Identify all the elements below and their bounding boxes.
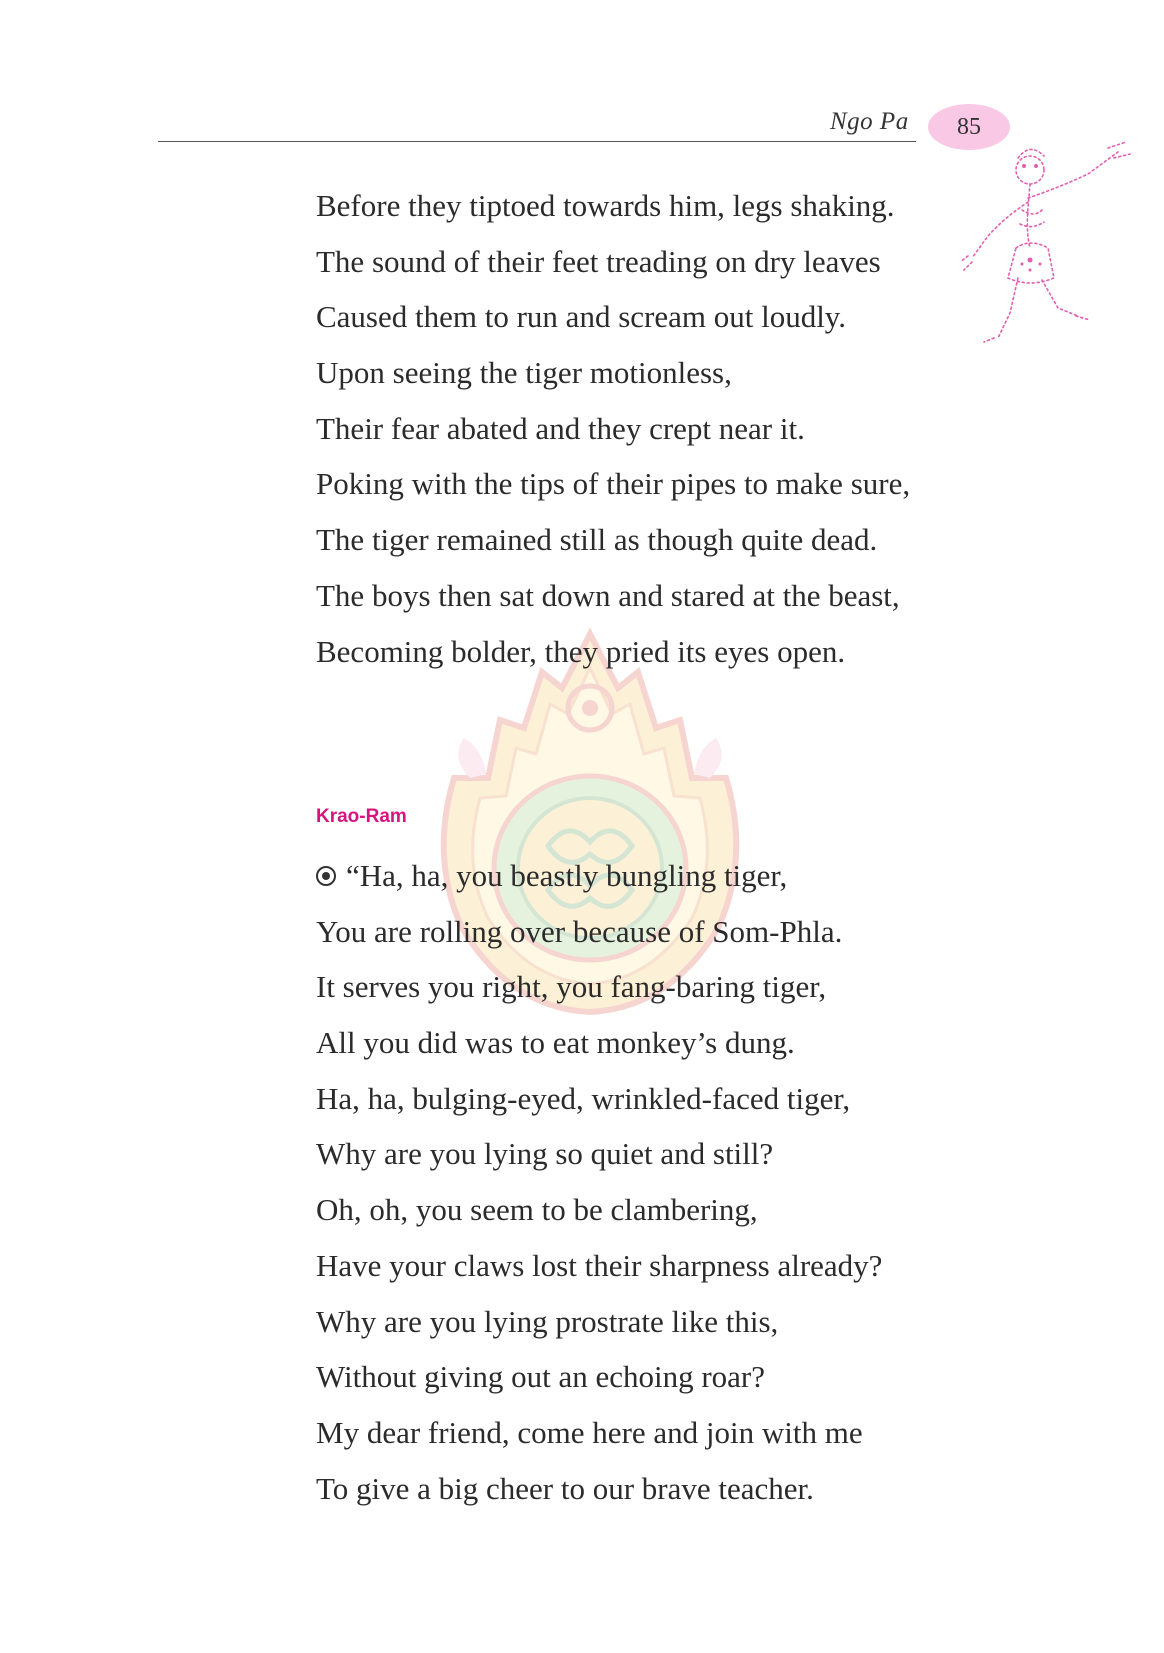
poem-line: The sound of their feet treading on dry leaves: [316, 243, 881, 279]
poem-line: You are rolling over because of Som-Phla.: [316, 913, 843, 949]
poem-line: Without giving out an echoing roar?: [316, 1359, 766, 1395]
poem-line: Becoming bolder, they pried its eyes open.: [316, 633, 846, 669]
poem-line: Oh, oh, you seem to be clambering,: [316, 1192, 758, 1228]
poem-line: To give a big cheer to our brave teacher.: [316, 1470, 814, 1506]
dancer-illustration-icon: [958, 138, 1138, 348]
poem-line-text: “Ha, ha, you beastly bungling tiger,: [346, 858, 788, 893]
poem-line: Their fear abated and they crept near it.: [316, 410, 805, 446]
poem-line: It serves you right, you fang-baring tiger,: [316, 969, 827, 1005]
header-divider: [158, 141, 916, 142]
poem-line: The boys then sat down and stared at the beast,: [316, 577, 900, 613]
poem-line: Upon seeing the tiger motionless,: [316, 355, 732, 391]
poem-line: All you did was to eat monkey’s dung.: [316, 1025, 795, 1061]
poem-line: Why are you lying so quiet and still?: [316, 1136, 774, 1172]
poem-line: Caused them to run and scream out loudly.: [316, 299, 847, 335]
poem-line: Why are you lying prostrate like this,: [316, 1303, 779, 1339]
bullet-circle-icon: [316, 866, 336, 886]
page-number: 85: [957, 113, 981, 140]
poem-line: [316, 848, 882, 904]
stanza-one: [316, 178, 910, 679]
poem-line: Poking with the tips of their pipes to make sure,: [316, 466, 911, 502]
running-title: Ngo Pa: [830, 108, 909, 135]
poem-line: Before they tiptoed towards him, legs shaking.: [316, 188, 895, 223]
poem-line: The tiger remained still as though quite dead.: [316, 522, 878, 558]
stanza-two: [316, 848, 882, 1516]
poem-line: Ha, ha, bulging-eyed, wrinkled-faced tiger,: [316, 1080, 851, 1116]
poem-line: Have your claws lost their sharpness already?: [316, 1247, 883, 1283]
poem-line: My dear friend, come here and join with me: [316, 1414, 863, 1450]
speaker-label: Krao-Ram: [316, 806, 407, 827]
